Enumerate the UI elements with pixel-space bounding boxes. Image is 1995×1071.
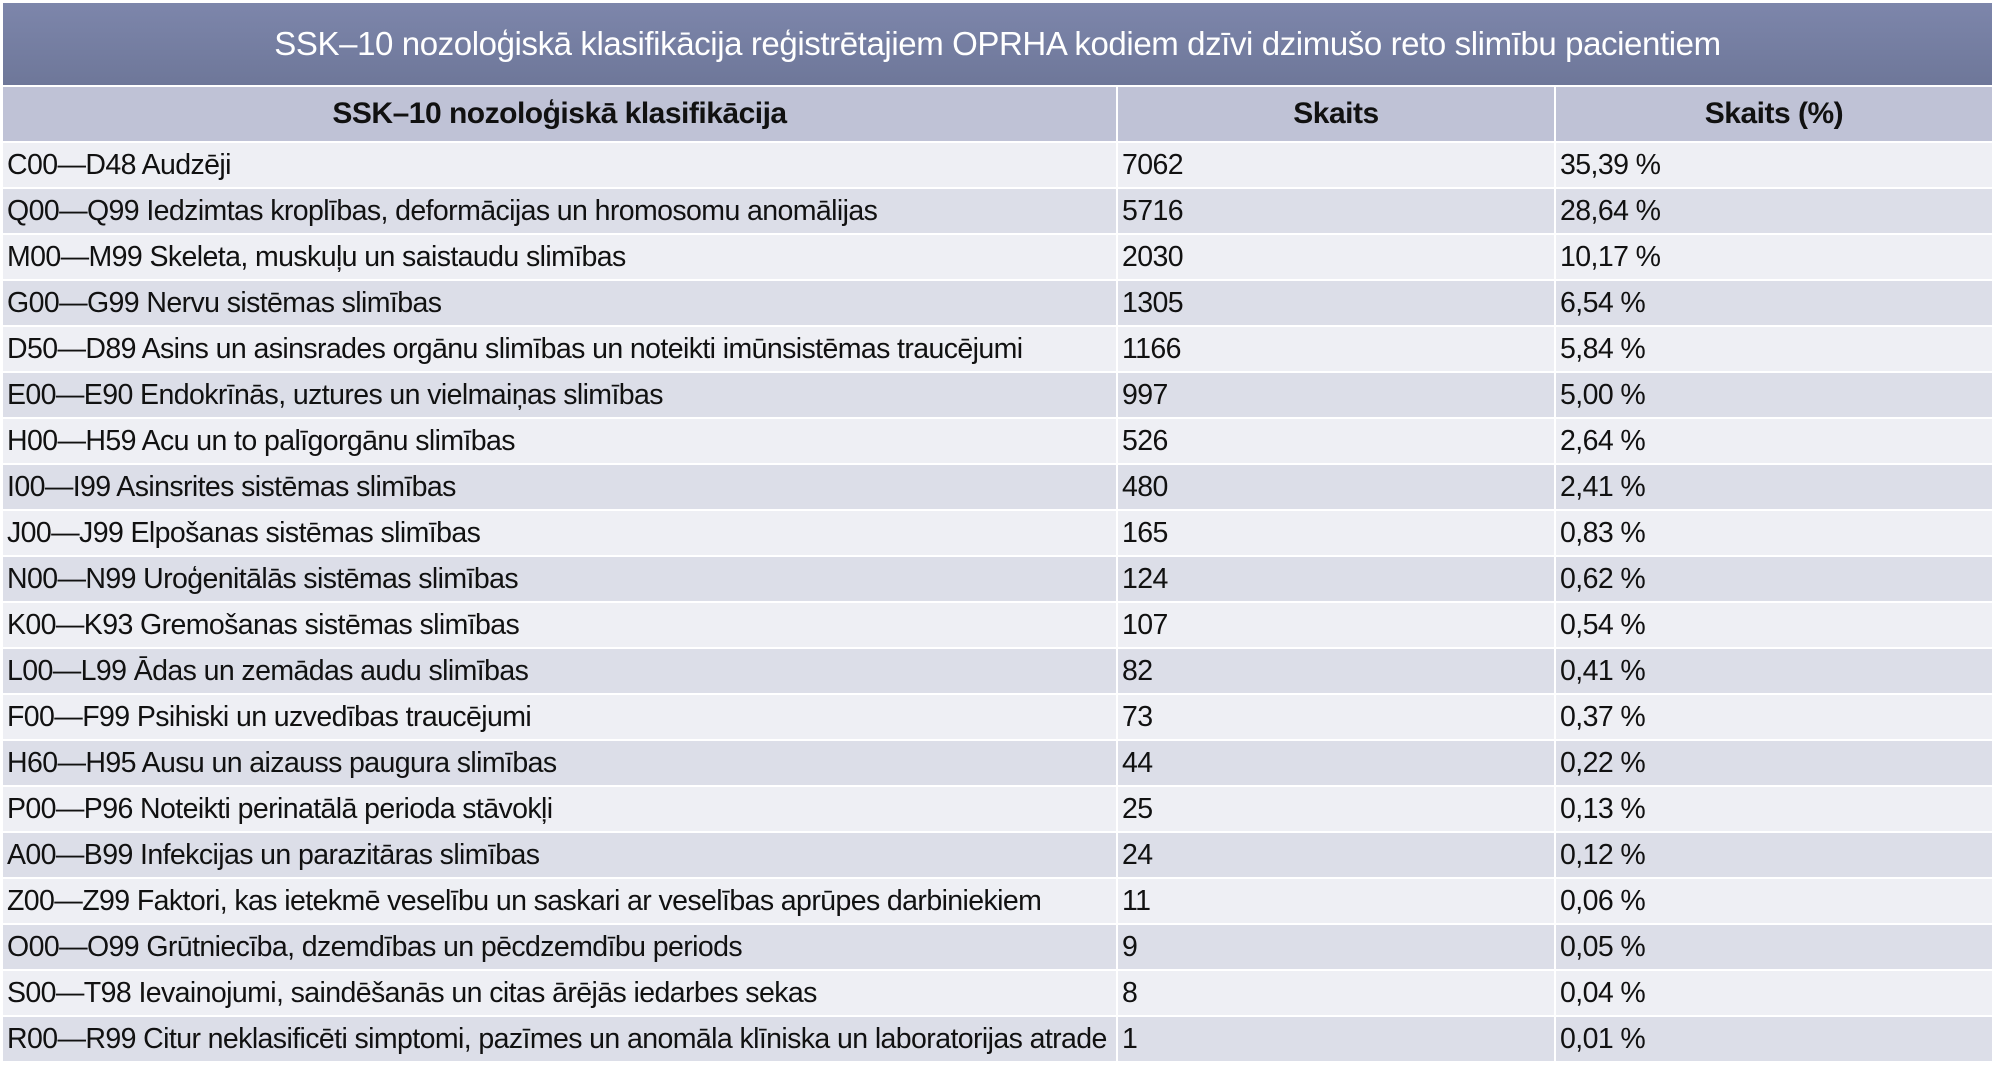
cell-percent: 0,41 % — [1555, 648, 1992, 694]
cell-classification: P00—P96 Noteikti perinatālā perioda stāvokļi — [3, 786, 1117, 832]
cell-classification: G00—G99 Nervu sistēmas slimības — [3, 280, 1117, 326]
cell-percent: 2,64 % — [1555, 418, 1992, 464]
cell-count: 44 — [1117, 740, 1555, 786]
table-row — [3, 970, 1992, 1016]
cell-classification: Q00—Q99 Iedzimtas kroplības, deformācijas un hromosomu anomālijas — [3, 188, 1117, 234]
table-row — [3, 372, 1992, 418]
classification-table-panel — [3, 3, 1992, 1063]
cell-count: 480 — [1117, 464, 1555, 510]
table-row — [3, 1016, 1992, 1062]
column-header-percent: Skaits (%) — [1555, 87, 1992, 142]
classification-table — [3, 87, 1992, 1063]
cell-count: 25 — [1117, 786, 1555, 832]
cell-classification: L00—L99 Ādas un zemādas audu slimības — [3, 648, 1117, 694]
cell-percent: 0,54 % — [1555, 602, 1992, 648]
cell-classification: O00—O99 Grūtniecība, dzemdības un pēcdzemdību periods — [3, 924, 1117, 970]
table-row — [3, 878, 1992, 924]
cell-count: 124 — [1117, 556, 1555, 602]
cell-count: 24 — [1117, 832, 1555, 878]
column-header-classification: SSK–10 nozoloģiskā klasifikācija — [3, 87, 1117, 142]
cell-classification: M00—M99 Skeleta, muskuļu un saistaudu slimības — [3, 234, 1117, 280]
cell-count: 5716 — [1117, 188, 1555, 234]
cell-percent: 0,13 % — [1555, 786, 1992, 832]
cell-classification: R00—R99 Citur neklasificēti simptomi, pazīmes un anomāla klīniska un laboratorijas atrade — [3, 1016, 1117, 1062]
cell-percent: 0,83 % — [1555, 510, 1992, 556]
table-title: SSK–10 nozoloģiskā klasifikācija reģistrētajiem OPRHA kodiem dzīvi dzimušo reto slimību pacientiem — [3, 3, 1992, 87]
cell-count: 1166 — [1117, 326, 1555, 372]
cell-classification: F00—F99 Psihiski un uzvedības traucējumi — [3, 694, 1117, 740]
cell-count: 997 — [1117, 372, 1555, 418]
table-row — [3, 280, 1992, 326]
cell-percent: 35,39 % — [1555, 142, 1992, 188]
cell-count: 8 — [1117, 970, 1555, 1016]
cell-classification: C00—D48 Audzēji — [3, 142, 1117, 188]
table-row — [3, 924, 1992, 970]
cell-count: 2030 — [1117, 234, 1555, 280]
cell-percent: 5,84 % — [1555, 326, 1992, 372]
cell-count: 1305 — [1117, 280, 1555, 326]
table-row — [3, 326, 1992, 372]
table-row — [3, 418, 1992, 464]
cell-count: 1 — [1117, 1016, 1555, 1062]
table-body — [3, 142, 1992, 1062]
table-row — [3, 188, 1992, 234]
cell-count: 9 — [1117, 924, 1555, 970]
cell-count: 7062 — [1117, 142, 1555, 188]
cell-percent: 28,64 % — [1555, 188, 1992, 234]
cell-percent: 0,01 % — [1555, 1016, 1992, 1062]
cell-classification: E00—E90 Endokrīnās, uztures un vielmaiņas slimības — [3, 372, 1117, 418]
cell-percent: 0,05 % — [1555, 924, 1992, 970]
cell-count: 526 — [1117, 418, 1555, 464]
table-row — [3, 694, 1992, 740]
cell-classification: H60—H95 Ausu un aizauss paugura slimības — [3, 740, 1117, 786]
cell-count: 82 — [1117, 648, 1555, 694]
cell-percent: 0,37 % — [1555, 694, 1992, 740]
cell-percent: 2,41 % — [1555, 464, 1992, 510]
cell-percent: 5,00 % — [1555, 372, 1992, 418]
table-header-row — [3, 87, 1992, 142]
cell-classification: S00—T98 Ievainojumi, saindēšanās un citas ārējās iedarbes sekas — [3, 970, 1117, 1016]
table-row — [3, 556, 1992, 602]
column-header-count: Skaits — [1117, 87, 1555, 142]
table-row — [3, 648, 1992, 694]
table-row — [3, 464, 1992, 510]
cell-percent: 0,06 % — [1555, 878, 1992, 924]
table-row — [3, 234, 1992, 280]
cell-classification: J00—J99 Elpošanas sistēmas slimības — [3, 510, 1117, 556]
cell-percent: 6,54 % — [1555, 280, 1992, 326]
table-row — [3, 786, 1992, 832]
cell-classification: N00—N99 Uroģenitālās sistēmas slimības — [3, 556, 1117, 602]
cell-count: 11 — [1117, 878, 1555, 924]
cell-classification: I00—I99 Asinsrites sistēmas slimības — [3, 464, 1117, 510]
table-row — [3, 740, 1992, 786]
cell-classification: Z00—Z99 Faktori, kas ietekmē veselību un saskari ar veselības aprūpes darbiniekiem — [3, 878, 1117, 924]
cell-percent: 0,62 % — [1555, 556, 1992, 602]
cell-percent: 0,04 % — [1555, 970, 1992, 1016]
cell-count: 107 — [1117, 602, 1555, 648]
table-row — [3, 510, 1992, 556]
cell-percent: 0,22 % — [1555, 740, 1992, 786]
table-row — [3, 602, 1992, 648]
table-row — [3, 142, 1992, 188]
cell-percent: 0,12 % — [1555, 832, 1992, 878]
cell-classification: A00—B99 Infekcijas un parazitāras slimības — [3, 832, 1117, 878]
table-row — [3, 832, 1992, 878]
cell-classification: H00—H59 Acu un to palīgorgānu slimības — [3, 418, 1117, 464]
cell-count: 165 — [1117, 510, 1555, 556]
cell-percent: 10,17 % — [1555, 234, 1992, 280]
cell-count: 73 — [1117, 694, 1555, 740]
cell-classification: D50—D89 Asins un asinsrades orgānu slimības un noteikti imūnsistēmas traucējumi — [3, 326, 1117, 372]
cell-classification: K00—K93 Gremošanas sistēmas slimības — [3, 602, 1117, 648]
